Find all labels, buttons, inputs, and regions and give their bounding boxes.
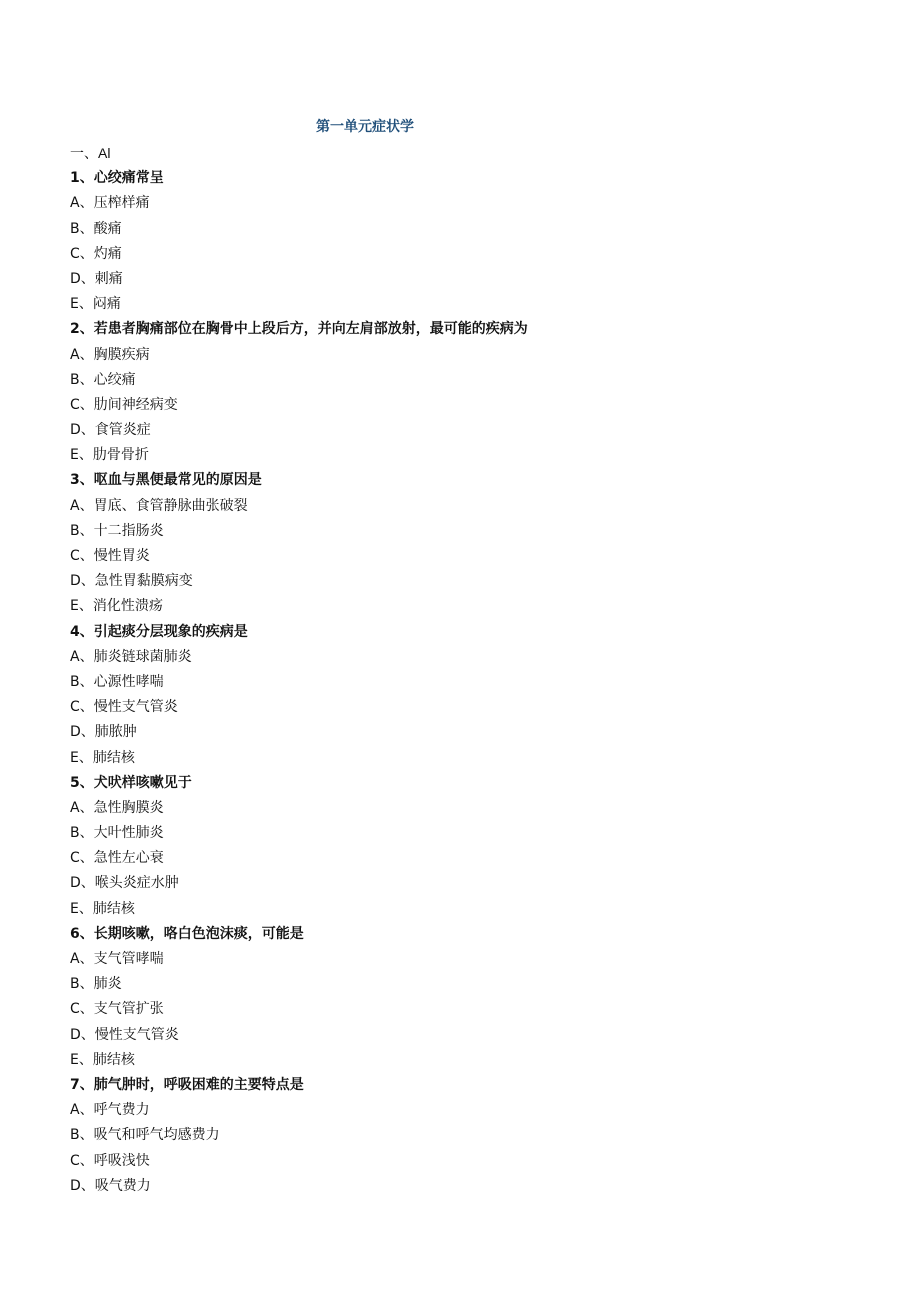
answer-option: A、肺炎链球菌肺炎 (70, 648, 192, 665)
answer-option: D、喉头炎症水肿 (70, 875, 179, 892)
answer-option: C、急性左心衰 (70, 850, 164, 867)
answer-option: C、灼痛 (70, 245, 122, 262)
question-stem: 5、犬吠样咳嗽见于 (70, 774, 192, 791)
answer-option: A、急性胸膜炎 (70, 799, 164, 816)
answer-option: E、肺结核 (70, 749, 135, 766)
answer-option: A、胸膜疾病 (70, 346, 150, 363)
answer-option: B、肺炎 (70, 976, 122, 993)
answer-option: A、支气管哮喘 (70, 951, 164, 967)
answer-option: B、心绞痛 (70, 371, 136, 388)
answer-option: B、酸痛 (70, 220, 122, 237)
answer-option: D、食管炎症 (70, 422, 151, 439)
answer-option: A、胃底、食管静脉曲张破裂 (70, 497, 248, 514)
answer-option: D、刺痛 (70, 270, 123, 287)
answer-option: E、肺结核 (70, 900, 135, 917)
answer-option: E、闷痛 (70, 296, 121, 313)
answer-option: C、肋间神经病变 (70, 396, 178, 413)
question-stem: 1、心绞痛常呈 (70, 170, 164, 187)
answer-option: D、急性胃黏膜病变 (70, 573, 193, 590)
answer-option: E、消化性溃疡 (70, 598, 163, 615)
question-stem: 3、呕血与黑便最常见的原因是 (70, 472, 262, 489)
answer-option: E、肺结核 (70, 1051, 135, 1068)
answer-option: B、十二指肠炎 (70, 522, 164, 539)
document-title: 第一单元症状学 (316, 119, 414, 135)
answer-option: C、慢性支气管炎 (70, 699, 178, 716)
answer-option: A、呼气费力 (70, 1102, 150, 1119)
answer-option: C、慢性胃炎 (70, 548, 150, 564)
answer-option: D、慢性支气管炎 (70, 1026, 179, 1043)
answer-option: C、呼吸浅快 (70, 1152, 150, 1169)
answer-option: B、心源性哮喘 (70, 673, 164, 690)
answer-option: A、压榨样痛 (70, 195, 150, 212)
answer-option: D、肺脓肿 (70, 724, 137, 741)
answer-option: E、肋骨骨折 (70, 447, 149, 464)
question-stem: 7、肺气肿时，呼吸困难的主要特点是 (70, 1076, 304, 1093)
question-stem: 4、引起痰分层现象的疾病是 (70, 623, 248, 640)
question-stem: 6、长期咳嗽，咯白色泡沫痰，可能是 (70, 925, 304, 942)
question-list (70, 141, 870, 1199)
question-stem: 2、若患者胸痛部位在胸骨中上段后方，并向左肩部放射，最可能的疾病为 (70, 321, 528, 338)
answer-option: B、吸气和呼气均感费力 (70, 1127, 220, 1144)
answer-option: C、支气管扩张 (70, 1001, 164, 1018)
section-heading: 一、Al (70, 145, 111, 161)
answer-option: D、吸气费力 (70, 1177, 151, 1194)
answer-option: B、大叶性肺炎 (70, 825, 164, 842)
